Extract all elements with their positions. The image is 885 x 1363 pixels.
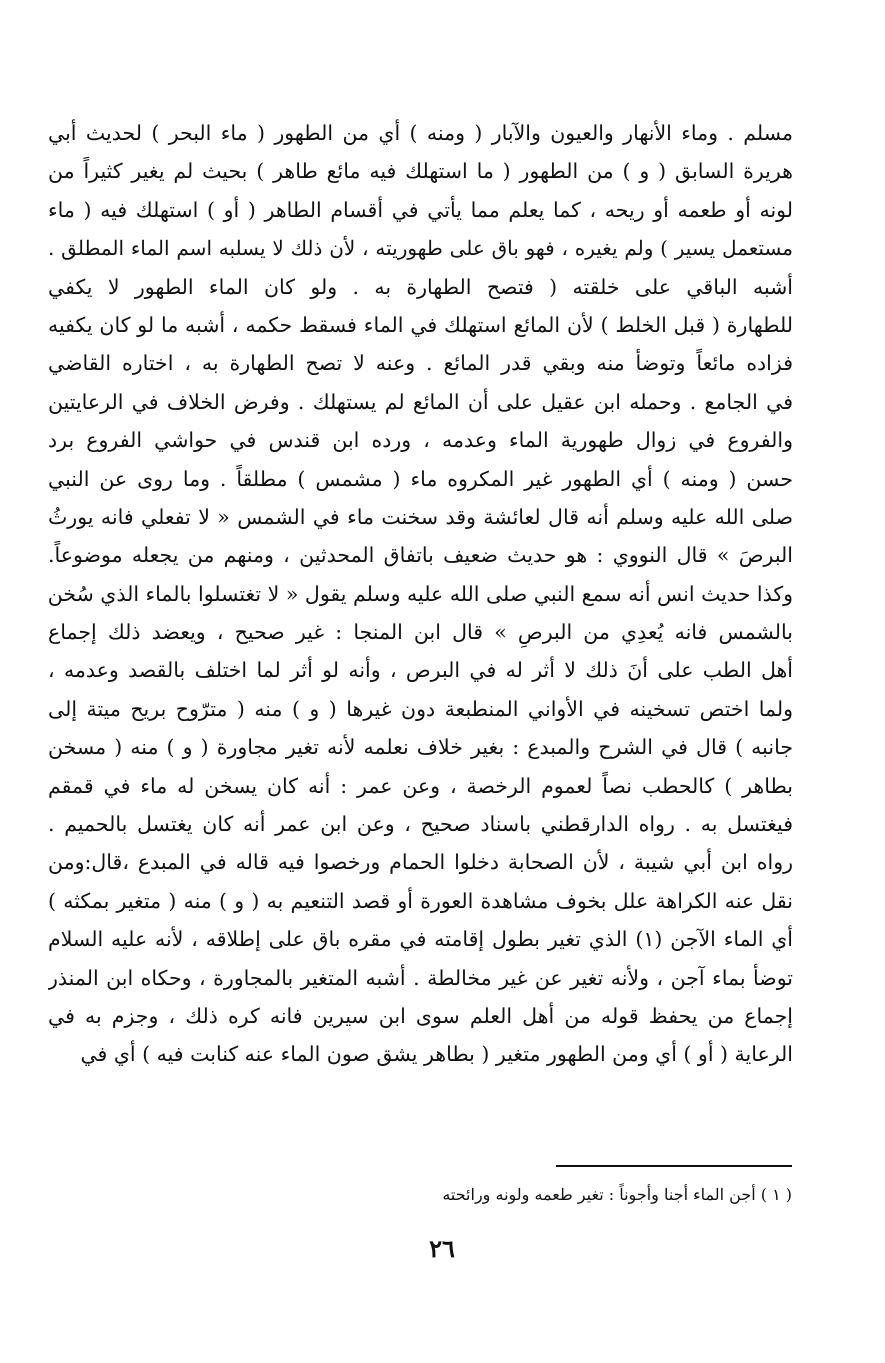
text-line: بطاهر ) كالحطب نصاً لعموم الرخصة ، وعن عمر : أنه كان يسخن له ماء في قمقم [48, 773, 793, 798]
text-line: فيغتسل به . رواه الدارقطني باسناد صحيح ، وعن ابن عمر أنه كان يغتسل بالحميم . [48, 812, 793, 837]
text-line: مسلم . وماء الأنهار والعيون والآبار ( ومنه ) أي من الطهور ( ماء البحر ) لحديث أبي [48, 121, 793, 145]
text-line: وكذا حديث انس أنه سمع النبي صلى الله عليه وسلم يقول « لا تغتسلوا بالماء الذي سُخن [48, 581, 793, 606]
text-line: نقل عنه الكراهة علل بخوف مشاهدة العورة أو قصد التنعيم به ( و ) منه ( متغير بمكثه ) [48, 888, 793, 913]
text-line: ولما اختص تسخينه في الأواني المنطبعة دون غيرها ( و ) منه ( مترّوح بريح ميتة إلى [48, 696, 793, 721]
text-line: صلى الله عليه وسلم أنه قال لعائشة وقد سخنت ماء في الشمس « لا تفعلي فانه يورثُ [48, 504, 793, 529]
footnote: ( ١ ) أجن الماء أجنا وأجوناً : تغير طعمه ولونه ورائحته [442, 1185, 792, 1204]
text-line: توضأ بماء آجن ، ولأنه تغير عن غير مخالطة . أشبه المتغير بالمجاورة ، وحكاه ابن المنذر [48, 965, 793, 990]
text-line: فزاده مائعاً وتوضأ منه وبقي قدر المائع . وعنه لا تصح الطهارة به ، اختاره القاضي [48, 351, 793, 376]
text-line: للطهارة ( قبل الخلط ) لأن المائع استهلك في الماء فسقط حكمه ، أشبه ما لو كان يكفيه [48, 312, 793, 337]
footnote-divider [556, 1165, 792, 1167]
main-text-block [48, 114, 793, 1074]
text-line: أي الماء الآجن (١) الذي تغير بطول إقامته في مقره باق على إطلاقه ، لأنه عليه السلام [48, 927, 793, 952]
text-line: مستعمل يسير ) ولم يغيره ، فهو باق على طهوريته ، لأن ذلك لا يسلبه اسم الماء المطلق . [48, 236, 793, 261]
text-line: جانبه ) قال في الشرح والمبدع : بغير خلاف نعلمه لأنه تغير مجاورة ( و ) منه ( مسخن [48, 735, 793, 760]
text-line: الرعاية ( أو ) أي ومن الطهور متغير ( بطاهر يشق صون الماء عنه كنابت فيه ) أي في [80, 1042, 793, 1067]
text-line: البرصَ » قال النووي : هو حديث ضعيف باتفاق المحدثين ، ومنهم من يجعله موضوعاً. [48, 543, 793, 568]
text-line: أشبه الباقي على خلقته ( فتصح الطهارة به . ولو كان الماء الطهور لا يكفي [48, 274, 793, 299]
text-line: حسن ( ومنه ) أي الطهور غير المكروه ماء ( مشمس ) مطلقاً . وما روى عن النبي [48, 466, 793, 491]
text-line: بالشمس فانه يُعدِي من البرصِ » قال ابن المنجا : غير صحيح ، ويعضد ذلك إجماع [48, 620, 793, 645]
text-line: والفروع في زوال طهورية الماء وعدمه ، ورده ابن قندس في حواشي الفروع برد [48, 428, 793, 453]
text-line: إجماع من يحفظ قوله من أهل العلم سوى ابن سيرين فانه كره ذلك ، وجزم به في [48, 1003, 793, 1028]
text-line: أهل الطب على أنَ ذلك لا أثر له في البرص ، وأنه لو أثر لما اختلف بالقصد وعدمه ، [48, 658, 793, 683]
text-line: لونه أو طعمه أو ريحه ، كما يعلم مما يأتي في أقسام الطاهر ( أو ) استهلك فيه ( ماء [48, 197, 793, 222]
text-line: رواه ابن أبي شيبة ، لأن الصحابة دخلوا الحمام ورخصوا فيه قاله في المبدع ،قال:ومن [48, 850, 793, 875]
page-number: ٢٦ [429, 1234, 455, 1263]
text-line: في الجامع . وحمله ابن عقيل على أن المائع لم يستهلك . وفرض الخلاف في الرعايتين [48, 389, 793, 414]
text-line: هريرة السابق ( و ) من الطهور ( ما استهلك فيه مائع طاهر ) بحيث لم يغير كثيراً من [48, 159, 793, 184]
